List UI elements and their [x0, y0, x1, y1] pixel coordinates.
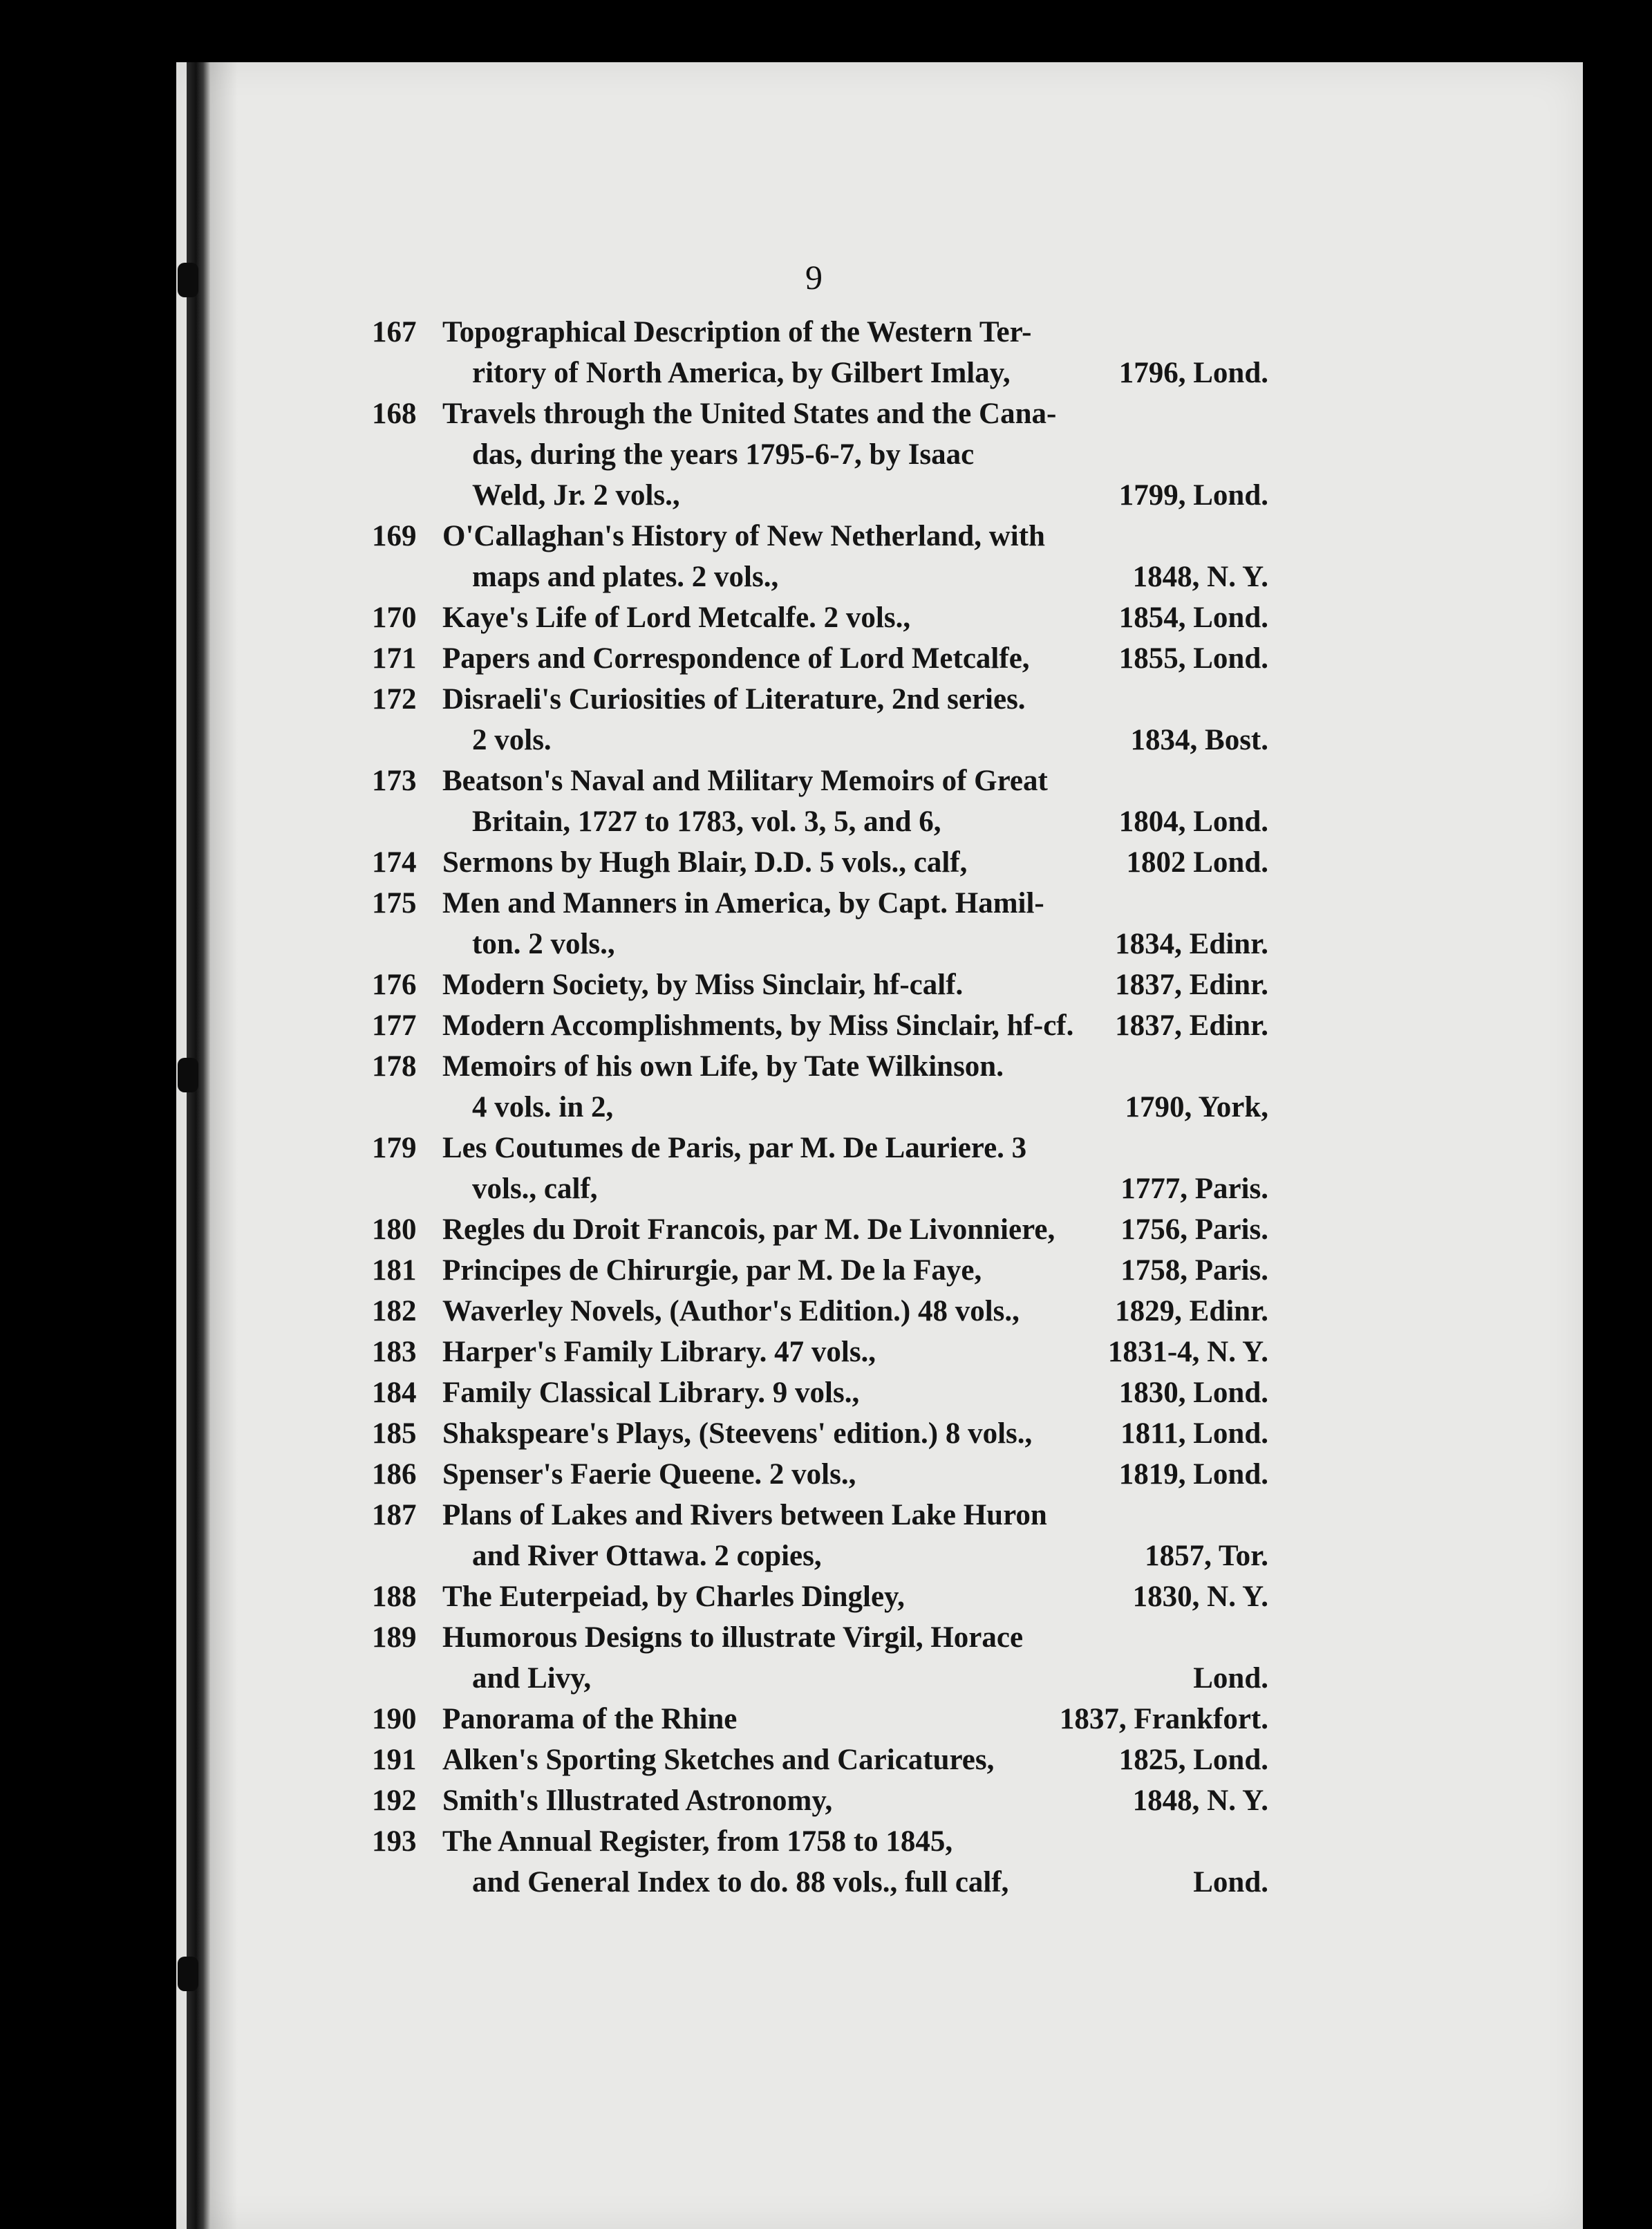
catalogue-entry-line: [0, 1498, 1652, 1539]
entry-number: 171: [372, 642, 417, 675]
entry-publication: 1848, N. Y.: [1132, 561, 1268, 593]
entry-title: Family Classical Library. 9 vols.,: [442, 1377, 860, 1409]
entry-title: Principes de Chirurgie, par M. De la Faye,: [442, 1254, 982, 1287]
entry-title: Modern Accomplishments, by Miss Sinclair, hf-cf.: [442, 1009, 1074, 1042]
entry-title: Memoirs of his own Life, by Tate Wilkinson.: [442, 1050, 1004, 1083]
catalogue-entry-line: [0, 1335, 1652, 1376]
entry-number: 178: [372, 1050, 417, 1083]
catalogue-entry-line: [0, 723, 1652, 764]
entry-number: 189: [372, 1621, 417, 1654]
entry-title: Modern Society, by Miss Sinclair, hf-calf.: [442, 969, 964, 1001]
entry-number: 186: [372, 1458, 417, 1491]
entry-publication: 1837, Edinr.: [1115, 969, 1268, 1001]
entry-number: 174: [372, 846, 417, 879]
entry-title: Disraeli's Curiosities of Literature, 2nd series.: [442, 683, 1026, 716]
entry-number: 180: [372, 1213, 417, 1246]
entry-title: Kaye's Life of Lord Metcalfe. 2 vols.,: [442, 601, 911, 634]
catalogue-entry-line: [0, 1825, 1652, 1865]
catalogue-entry-line: [0, 1417, 1652, 1457]
entry-title: O'Callaghan's History of New Netherland, with: [442, 520, 1045, 552]
entry-title: Beatson's Naval and Military Memoirs of Great: [442, 765, 1048, 797]
entry-number: 169: [372, 520, 417, 552]
catalogue-entry-line: [0, 968, 1652, 1009]
catalogue-entry-line: [0, 438, 1652, 478]
entry-publication: 1758, Paris.: [1120, 1254, 1268, 1287]
catalogue-entry-line: [0, 560, 1652, 601]
entry-publication: 1854, Lond.: [1118, 601, 1268, 634]
entry-number: 191: [372, 1744, 417, 1776]
entry-title: Harper's Family Library. 47 vols.,: [442, 1336, 876, 1368]
catalogue-entry-line: [0, 1784, 1652, 1825]
entry-number: 167: [372, 316, 417, 348]
entry-publication: 1802 Lond.: [1126, 846, 1268, 879]
catalogue-entry-line: [0, 1213, 1652, 1253]
catalogue-entry-line: [0, 1253, 1652, 1294]
catalogue-entry-line: [0, 1743, 1652, 1784]
catalogue-entry-line: [0, 1376, 1652, 1417]
entry-title: Sermons by Hugh Blair, D.D. 5 vols., calf,: [442, 846, 968, 879]
entry-number: 170: [372, 601, 417, 634]
entry-number: 183: [372, 1336, 417, 1368]
entry-title: Topographical Description of the Western Ter-: [442, 316, 1032, 348]
entry-title: Plans of Lakes and Rivers between Lake Huron: [442, 1499, 1047, 1531]
entry-number: 190: [372, 1703, 417, 1735]
catalogue-entries: [0, 315, 1652, 1906]
entry-title: Les Coutumes de Paris, par M. De Lauriere. 3: [442, 1132, 1027, 1164]
catalogue-entry-line: [0, 886, 1652, 927]
catalogue-entry-line: [0, 1009, 1652, 1050]
entry-number: 168: [372, 398, 417, 430]
catalogue-entry-line: [0, 927, 1652, 968]
entry-title: Smith's Illustrated Astronomy,: [442, 1784, 833, 1817]
page-number: 9: [805, 258, 823, 297]
catalogue-entry-line: [0, 764, 1652, 805]
catalogue-entry-line: [0, 1050, 1652, 1090]
catalogue-entry-line: [0, 1661, 1652, 1702]
entry-publication: 1796, Lond.: [1118, 357, 1268, 389]
catalogue-entry-line: [0, 1090, 1652, 1131]
entry-publication: 1830, Lond.: [1118, 1377, 1268, 1409]
catalogue-entry-line: [0, 1294, 1652, 1335]
catalogue-entry-line: [0, 682, 1652, 723]
catalogue-entry-line: [0, 397, 1652, 438]
catalogue-entry-line: [0, 1131, 1652, 1172]
entry-title: ritory of North America, by Gilbert Imlay,: [472, 357, 1011, 389]
entry-number: 172: [372, 683, 417, 716]
entry-number: 176: [372, 969, 417, 1001]
entry-number: 192: [372, 1784, 417, 1817]
catalogue-entry-line: [0, 478, 1652, 519]
entry-title: Travels through the United States and the Cana-: [442, 398, 1057, 430]
entry-title: and Livy,: [472, 1662, 592, 1695]
entry-title: vols., calf,: [472, 1173, 598, 1205]
binding-stitch: [178, 1957, 198, 1991]
entry-publication: Lond.: [1193, 1866, 1268, 1899]
entry-publication: 1756, Paris.: [1120, 1213, 1268, 1246]
entry-title: Regles du Droit Francois, par M. De Livonniere,: [442, 1213, 1055, 1246]
entry-title: Humorous Designs to illustrate Virgil, Horace: [442, 1621, 1024, 1654]
entry-title: and General Index to do. 88 vols., full calf,: [472, 1866, 1009, 1899]
entry-publication: 1834, Bost.: [1130, 724, 1268, 756]
catalogue-entry-line: [0, 1539, 1652, 1580]
entry-title: 2 vols.: [472, 724, 552, 756]
entry-publication: 1811, Lond.: [1120, 1417, 1268, 1450]
entry-number: 175: [372, 887, 417, 920]
entry-number: 187: [372, 1499, 417, 1531]
entry-title: The Annual Register, from 1758 to 1845,: [442, 1825, 953, 1858]
catalogue-entry-line: [0, 1702, 1652, 1743]
entry-publication: 1837, Edinr.: [1115, 1009, 1268, 1042]
entry-publication: 1825, Lond.: [1118, 1744, 1268, 1776]
catalogue-entry-line: [0, 805, 1652, 846]
entry-title: ton. 2 vols.,: [472, 928, 615, 960]
entry-title: Waverley Novels, (Author's Edition.) 48 vols.,: [442, 1295, 1020, 1327]
entry-publication: 1829, Edinr.: [1115, 1295, 1268, 1327]
entry-title: 4 vols. in 2,: [472, 1091, 614, 1123]
entry-title: Weld, Jr. 2 vols.,: [472, 479, 680, 512]
entry-title: das, during the years 1795-6-7, by Isaac: [472, 438, 975, 471]
catalogue-entry-line: [0, 642, 1652, 682]
catalogue-entry-line: [0, 356, 1652, 397]
entry-title: Shakspeare's Plays, (Steevens' edition.) 8 vols.,: [442, 1417, 1033, 1450]
entry-title: and River Ottawa. 2 copies,: [472, 1540, 822, 1572]
catalogue-entry-line: [0, 1172, 1652, 1213]
entry-number: 193: [372, 1825, 417, 1858]
catalogue-entry-line: [0, 1865, 1652, 1906]
entry-publication: 1834, Edinr.: [1115, 928, 1268, 960]
catalogue-entry-line: [0, 1457, 1652, 1498]
catalogue-entry-line: [0, 315, 1652, 356]
entry-title: Britain, 1727 to 1783, vol. 3, 5, and 6,: [472, 805, 941, 838]
entry-publication: 1837, Frankfort.: [1059, 1703, 1268, 1735]
entry-number: 185: [372, 1417, 417, 1450]
entry-publication: 1848, N. Y.: [1132, 1784, 1268, 1817]
entry-title: Spenser's Faerie Queene. 2 vols.,: [442, 1458, 856, 1491]
entry-number: 181: [372, 1254, 417, 1287]
entry-publication: 1777, Paris.: [1120, 1173, 1268, 1205]
entry-publication: 1799, Lond.: [1118, 479, 1268, 512]
entry-publication: 1857, Tor.: [1145, 1540, 1268, 1572]
entry-number: 188: [372, 1580, 417, 1613]
catalogue-entry-line: [0, 1621, 1652, 1661]
entry-title: Alken's Sporting Sketches and Caricatures,: [442, 1744, 995, 1776]
binding-stitch: [178, 263, 198, 297]
entry-publication: 1831-4, N. Y.: [1107, 1336, 1268, 1368]
entry-publication: 1855, Lond.: [1118, 642, 1268, 675]
entry-number: 173: [372, 765, 417, 797]
entry-publication: 1790, York,: [1125, 1091, 1268, 1123]
catalogue-entry-line: [0, 601, 1652, 642]
entry-number: 182: [372, 1295, 417, 1327]
entry-publication: 1830, N. Y.: [1132, 1580, 1268, 1613]
entry-title: Men and Manners in America, by Capt. Hamil-: [442, 887, 1044, 920]
entry-number: 184: [372, 1377, 417, 1409]
entry-publication: 1819, Lond.: [1118, 1458, 1268, 1491]
catalogue-entry-line: [0, 846, 1652, 886]
entry-number: 179: [372, 1132, 417, 1164]
entry-title: The Euterpeiad, by Charles Dingley,: [442, 1580, 905, 1613]
catalogue-entry-line: [0, 519, 1652, 560]
entry-publication: Lond.: [1193, 1662, 1268, 1695]
entry-title: Panorama of the Rhine: [442, 1703, 738, 1735]
entry-publication: 1804, Lond.: [1118, 805, 1268, 838]
entry-number: 177: [372, 1009, 417, 1042]
entry-title: Papers and Correspondence of Lord Metcalfe,: [442, 642, 1030, 675]
catalogue-entry-line: [0, 1580, 1652, 1621]
entry-title: maps and plates. 2 vols.,: [472, 561, 779, 593]
